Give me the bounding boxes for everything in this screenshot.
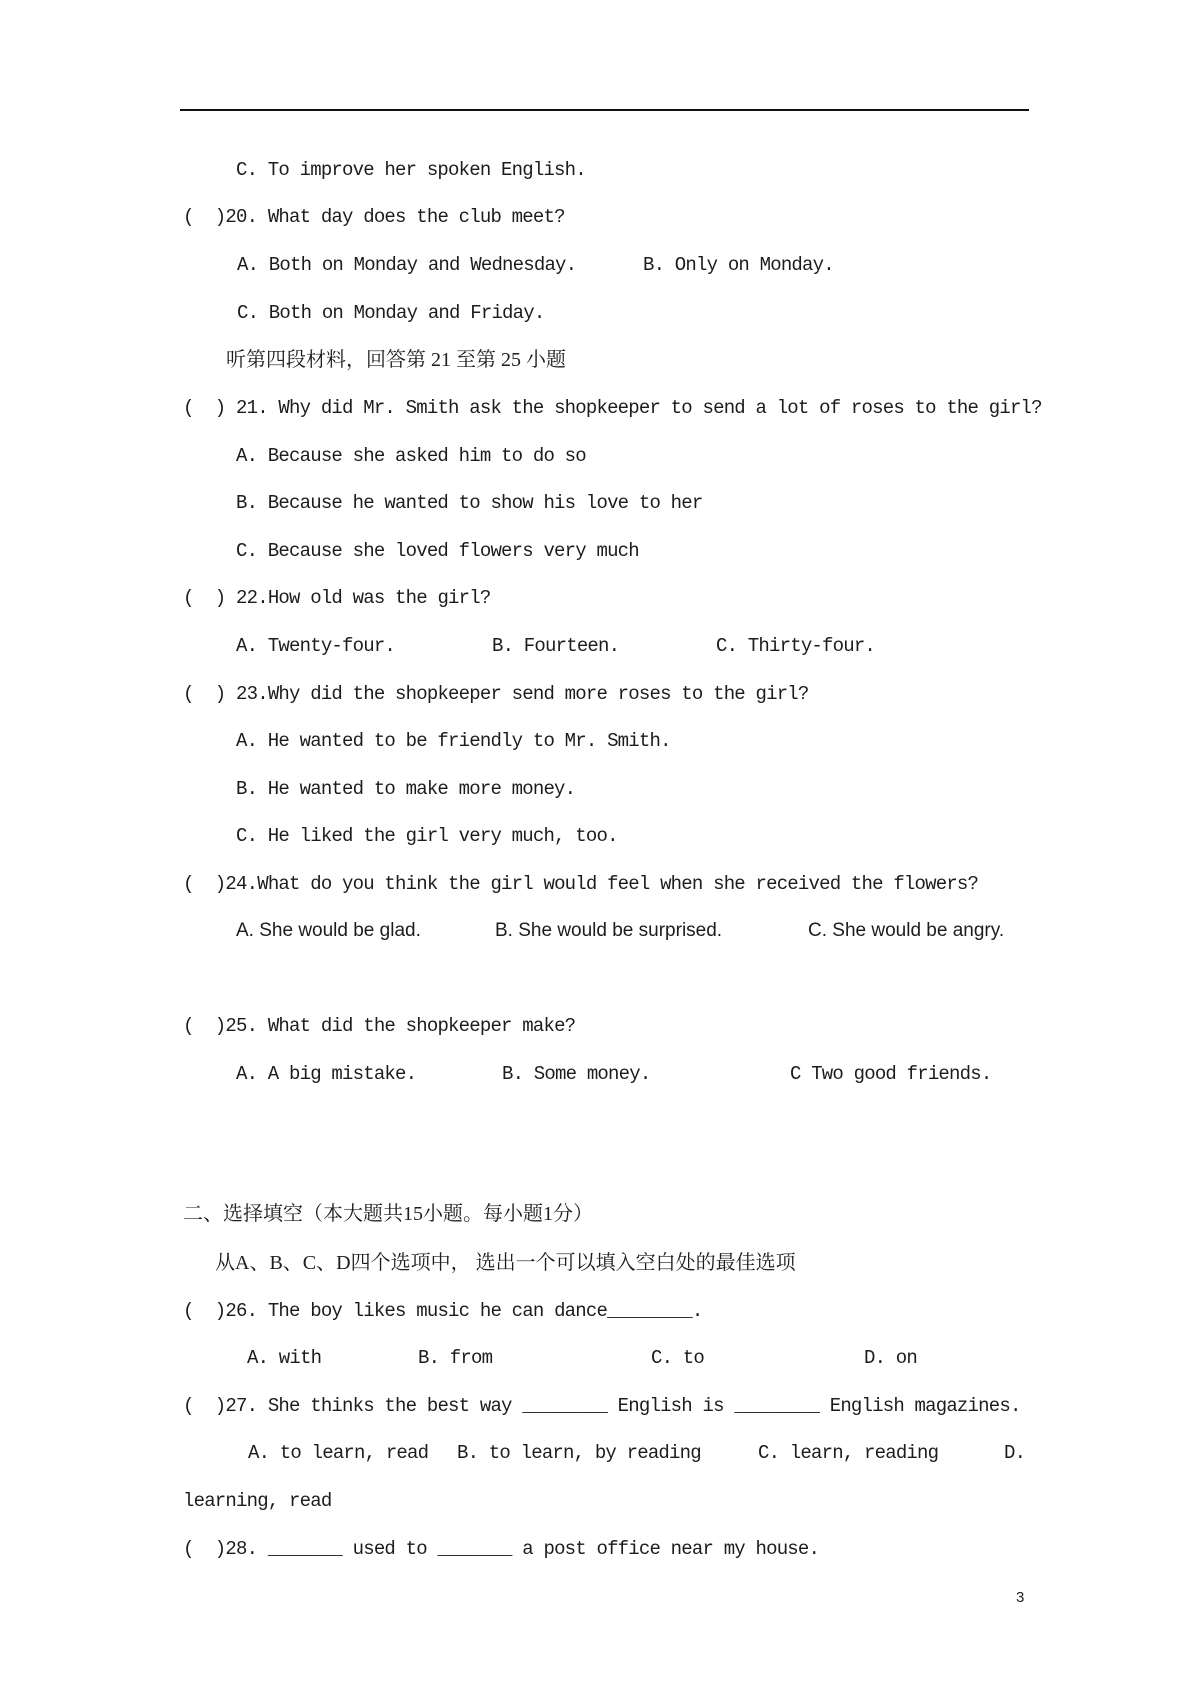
question-27-option-d: D. — [1004, 1442, 1026, 1464]
question-21-option-b: B. Because he wanted to show his love to her — [236, 492, 703, 514]
question-27-option-d-wrap: learning, read — [183, 1490, 332, 1512]
question-26-stem: ( )26. The boy likes music he can dance________. — [183, 1300, 703, 1322]
question-22-option-a: A. Twenty-four. — [236, 635, 396, 657]
question-23-option-b: B. He wanted to make more money. — [236, 778, 576, 800]
question-23-stem: ( ) 23.Why did the shopkeeper send more roses to the girl? — [183, 683, 809, 705]
section2-heading: 二、选择填空（本大题共15小题。每小题1分） — [183, 1203, 593, 1225]
question-23-option-a: A. He wanted to be friendly to Mr. Smith. — [236, 730, 671, 752]
question-27-option-b: B. to learn, by reading — [457, 1442, 701, 1464]
header-rule — [180, 109, 1029, 111]
page-number: 3 — [1016, 1589, 1025, 1606]
question-27-option-c: C. learn, reading — [758, 1442, 939, 1464]
question-24-stem: ( )24.What do you think the girl would feel when she received the flowers? — [183, 873, 979, 895]
question-26-option-b: B. from — [418, 1347, 493, 1369]
question-22-option-c: C. Thirty-four. — [716, 635, 876, 657]
question-26-option-a: A. with — [247, 1347, 322, 1369]
question-25-option-b: B. Some money. — [502, 1063, 651, 1085]
question-20-option-a: A. Both on Monday and Wednesday. — [237, 254, 577, 276]
question-22-option-b: B. Fourteen. — [492, 635, 620, 657]
question-28-stem: ( )28. _______ used to _______ a post office near my house. — [183, 1538, 820, 1560]
question-20-stem: ( )20. What day does the club meet? — [183, 206, 565, 228]
question-21-stem: ( ) 21. Why did Mr. Smith ask the shopkeeper to send a lot of roses to the girl? — [183, 397, 1042, 419]
question-25-stem: ( )25. What did the shopkeeper make? — [183, 1015, 576, 1037]
question-26-option-d: D. on — [864, 1347, 918, 1369]
question-20-option-b: B. Only on Monday. — [643, 254, 834, 276]
question-21-option-c: C. Because she loved flowers very much — [236, 540, 639, 562]
question-21-option-a: A. Because she asked him to do so — [236, 445, 586, 467]
question-24-option-b: B. She would be surprised. — [495, 920, 723, 941]
question-22-stem: ( ) 22.How old was the girl? — [183, 587, 491, 609]
question-24-option-a: A. She would be glad. — [236, 920, 421, 941]
question-26-option-c: C. to — [651, 1347, 705, 1369]
question-20-option-c: C. Both on Monday and Friday. — [237, 302, 545, 324]
part4-instruction: 听第四段材料，回答第 21 至第 25 小题 — [226, 349, 566, 371]
question-23-option-c: C. He liked the girl very much, too. — [236, 825, 618, 847]
question-27-option-a: A. to learn, read — [248, 1442, 429, 1464]
carryover-option-c: C. To improve her spoken English. — [236, 159, 586, 181]
question-25-option-c: C Two good friends. — [790, 1063, 992, 1085]
question-27-stem: ( )27. She thinks the best way ________ English is ________ English magazines. — [183, 1395, 1021, 1417]
question-25-option-a: A. A big mistake. — [236, 1063, 417, 1085]
question-24-option-c: C. She would be angry. — [808, 920, 1005, 941]
section2-instruction: 从A、B、C、D四个选项中， 选出一个可以填入空白处的最佳选项 — [215, 1252, 796, 1274]
